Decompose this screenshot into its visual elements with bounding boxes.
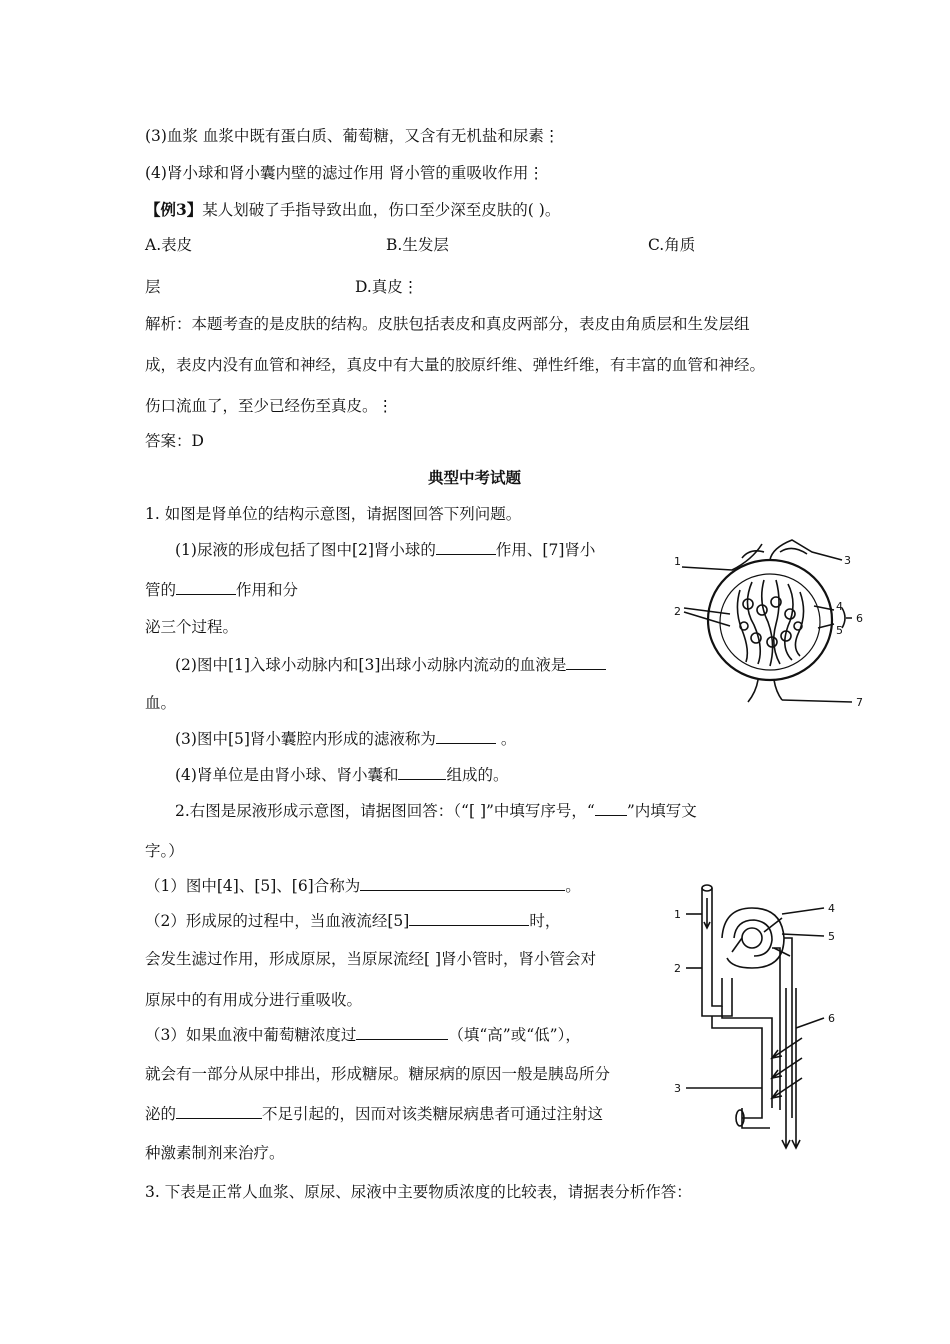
answer-blank[interactable] (360, 876, 565, 891)
question-2-part-2-cont: 会发生滤过作用，形成原尿，当原尿流经[ ]肾小管时，肾小管会对 (145, 950, 597, 968)
example-line (145, 200, 560, 220)
option-c: C.角质 (648, 236, 696, 254)
text-fragment: 不足引起的，因而对该类糖尿病患者可通过注射这 (262, 1105, 604, 1123)
question-1-part-3 (175, 729, 516, 749)
text-fragment: （3）如果血液中葡萄糖浓度过 (145, 1026, 357, 1044)
option-d: D.真皮⋮ (355, 278, 419, 296)
question-1-part-2-end: 血。 (145, 694, 177, 712)
question-2-part-3 (145, 1025, 581, 1045)
analysis-line: 成，表皮内没有血管和神经，真皮中有大量的胶原纤维、弹性纤维，有丰富的血管和神经。 (145, 356, 766, 374)
question-2-part-1 (145, 876, 581, 896)
figure-label: 4 (836, 600, 843, 613)
figure-label: 1 (674, 908, 681, 921)
nephron-structure-figure (672, 530, 872, 710)
answer-line: 答案：D (145, 432, 204, 450)
text-fragment: 泌的 (145, 1105, 177, 1123)
text-fragment: 管的 (145, 581, 177, 599)
text-fragment: 作用和分 (236, 581, 299, 599)
figure-label: 6 (856, 612, 863, 625)
option-a: A.表皮 (145, 236, 193, 254)
text-fragment: （填“高”或“低”）， (448, 1026, 581, 1044)
figure-label: 3 (674, 1082, 681, 1095)
text-fragment: 组成的。 (446, 766, 509, 784)
question-2 (175, 801, 697, 821)
text-fragment: 。 (495, 730, 517, 748)
question-2-part-2 (145, 911, 560, 931)
option-b: B.生发层 (386, 236, 449, 254)
answer-blank[interactable] (176, 1104, 262, 1119)
text-fragment: (2)图中[1]入球小动脉内和[3]出球小动脉内流动的血液是 (175, 656, 567, 674)
question-2-part-3-end: 种激素制剂来治疗。 (145, 1144, 285, 1162)
question-1-part-2 (175, 655, 606, 675)
answer-blank[interactable] (436, 540, 496, 555)
answer-blank[interactable] (566, 655, 606, 670)
question-1-part-4 (175, 765, 508, 785)
text-fragment: 。 (565, 877, 581, 895)
question-2-part-2-end: 原尿中的有用成分进行重吸收。 (145, 991, 363, 1009)
analysis-line: 伤口流血了，至少已经伤至真皮。⋮ (145, 397, 394, 415)
question-1-part-1-cont (145, 580, 298, 600)
analysis-line: 解析：本题考查的是皮肤的结构。皮肤包括表皮和真皮两部分，表皮由角质层和生发层组 (145, 315, 750, 333)
figure-label: 4 (828, 902, 835, 915)
question-1: 1. 如图是肾单位的结构示意图，请据图回答下列问题。 (145, 505, 522, 523)
question-1-part-1 (175, 540, 595, 560)
text-fragment: ”内填写文 (626, 802, 697, 820)
text-line: (4)肾小球和肾小囊内壁的滤过作用 肾小管的重吸收作用⋮ (145, 164, 544, 182)
question-1-part-1-end: 泌三个过程。 (145, 618, 239, 636)
option-c-continued: 层 (145, 278, 161, 296)
text-fragment: 2.右图是尿液形成示意图，请据图回答：（“[ ]”中填写序号，“ (175, 802, 595, 820)
figure-label: 1 (674, 555, 681, 568)
answer-blank[interactable] (398, 765, 446, 780)
text-fragment: （1）图中[4]、[5]、[6]合称为 (145, 877, 361, 895)
figure-label: 2 (674, 605, 681, 618)
text-fragment: 时， (529, 912, 561, 930)
figure-label: 2 (674, 962, 681, 975)
question-2-part-3-cont (145, 1104, 603, 1124)
text-fragment: 作用、[7]肾小 (495, 541, 596, 559)
section-heading: 典型中考试题 (428, 468, 522, 487)
figure-label: 7 (856, 696, 863, 709)
figure-label: 6 (828, 1012, 835, 1025)
figure-label: 5 (836, 624, 843, 637)
question-2-cont: 字。） (145, 842, 184, 860)
answer-blank[interactable] (436, 729, 496, 744)
figure-label: 3 (844, 554, 851, 567)
text-fragment: (4)肾单位是由肾小球、肾小囊和 (175, 766, 399, 784)
text-fragment: （2）形成尿的过程中，当血液流经[5] (145, 912, 410, 930)
answer-blank (595, 801, 627, 816)
example-label: 【例3】 (145, 200, 203, 219)
question-2-part-3-cont: 就会有一部分从尿中排出，形成糖尿。糖尿病的原因一般是胰岛所分 (145, 1065, 611, 1083)
answer-blank[interactable] (356, 1025, 448, 1040)
urine-formation-figure (672, 878, 862, 1158)
figure-label: 5 (828, 930, 835, 943)
answer-blank[interactable] (409, 911, 529, 926)
text-line: (3)血浆 血浆中既有蛋白质、葡萄糖，又含有无机盐和尿素⋮ (145, 127, 560, 145)
text-fragment: (3)图中[5]肾小囊腔内形成的滤液称为 (175, 730, 436, 748)
answer-blank[interactable] (176, 580, 236, 595)
example-question: 某人划破了手指导致出血，伤口至少深至皮肤的( )。 (202, 201, 561, 219)
question-3: 3. 下表是正常人血浆、原尿、尿液中主要物质浓度的比较表，请据表分析作答： (145, 1183, 692, 1201)
text-fragment: (1)尿液的形成包括了图中[2]肾小球的 (175, 541, 436, 559)
